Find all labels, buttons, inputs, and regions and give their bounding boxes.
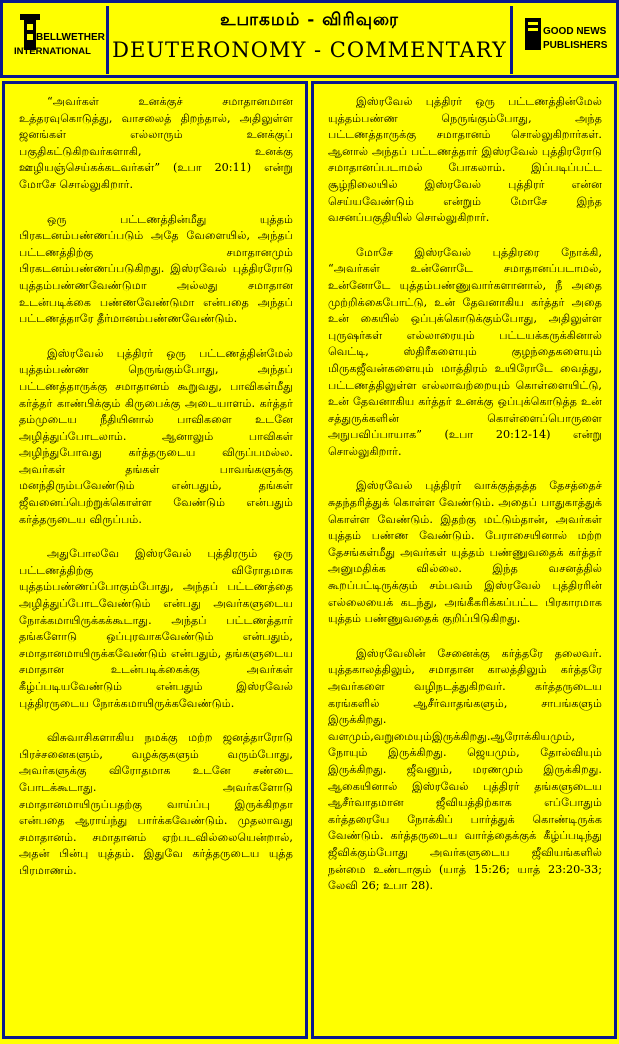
left-paragraph-1: “அவர்கள் உனக்குச் சமாதானமான உத்தரவுகொடுத்து, வாசலைத் திறந்தால், அதிலுள்ள ஜனங்கள் எல்லாரும் உனக்குப் பகுதிகட்டுகிறவர்களாகி, உனக்கு ஊழியஞ்செய்கக்கடவர்கள்” (உபா 20:11) என்று மோசே சொல்லுகிறார். — [19, 95, 293, 191]
header — [0, 0, 619, 78]
book-icon — [523, 14, 545, 54]
left-paragraph-2: ஒரு பட்டணத்தின்மீது யுத்தம் பிரகடனம்பண்ணப்படும் அதே வேளையில், அந்தப் பட்டணத்திற்கு சமாதானமும் பிரகடனம்பண்ணப்படுகிறது. இஸ்ரவேல் புத்திரரோடு யுத்தம்பண்ணவேண்டுமா அல்லது சமாதான உடன்படிக்கை பண்ணவேண்டுமா என்பதை அந்தப் பட்டணத்தாரே தீர்மானம்பண்ணவேண்டும். — [19, 212, 293, 326]
left-paragraph-4: அதுபோலவே இஸ்ரவேல் புத்திரரும் ஒரு பட்டணத்திற்கு விரோதமாக யுத்தம்பண்ணப்போகும்போது, அந்தப் பட்டணத்தை அழித்துப்போடவேண்டும் என்பது அவர்களுடைய நோக்கமாயிருக்கக்கூடாது. அந்தப் பட்டணத்தார் தங்களோடு ஒப்புரவாகவேண்டும் என்பதும், சமாதானமாயிருக்கவேண்டும் என்பதும், தங்களுடைய சமாதான உடன்படிக்கைக்கு அவர்கள் கீழ்ப்படியவேண்டும் என்பதும் இஸ்ரவேல் புத்திரருடைய நோக்கமாயிருக்கவேண்டும். — [19, 547, 293, 710]
right-paragraph-2: மோசே இஸ்ரவேல் புத்திரரை நோக்கி, “அவர்கள் உன்னோடே சமாதானப்படாமல், உன்னோடே யுத்தம்பண்ணுவார்களானால், நீ அதை முற்றிக்கைபோட்டு, உன் தேவனாகிய கர்த்தர் அதை உன் கையில் ஒப்புக்கொடுக்கும்போது, அதிலுள்ள புருஷர்கள் எல்லாரையும் பட்டயக்கருக்கினால் வெட்டி, ஸ்திரீகளையும் குழந்தைகளையும் மிருகஜீவன்களையும் மாத்திரம் உயிரோடே வைத்து, பட்டணத்திலுள்ள எல்லாவற்றையும் கொள்ளையிட்டு, உன் தேவனாகிய கர்த்தர் உனக்கு ஒப்புக்கொடுத்த உன் சத்துருக்களின் கொள்ளைப்பொருளை அநுபவிப்பாயாக” (உபா 20:12-14) என்று சொல்லுகிறார். — [328, 245, 602, 458]
title-area — [111, 6, 508, 74]
good-news-logo-line2: PUBLISHERS — [543, 40, 608, 51]
good-news-publishers-logo — [510, 6, 613, 74]
good-news-logo-line1: GOOD NEWS — [543, 26, 607, 37]
right-paragraph-3: இஸ்ரவேல் புத்திரர் வாக்குத்தத்த தேசத்தைச் சுதந்தரித்துக் கொள்ள வேண்டும். அதைப் பாதுகாத்துக் கொள்ள வேண்டும். இதற்கு மட்டும்தான், அவர்கள் யுத்தம் பண்ண வேண்டும். பேராசையினால் மற்ற தேசங்கள்மீது அவர்கள் யுத்தம் பண்ணுவதைக் கர்த்தர் அனுமதிக்க வில்லை. இந்த வசனத்தில் கூறப்பட்டிருக்கும் சம்பவம் இஸ்ரவேல் புத்திரரின் எல்லையைக் கடந்து, அங்கீகரிக்கப்பட்ட பிரகாரமாக யுத்தம் பண்ணுவதைக் குறிப்பிடுகிறது. — [328, 479, 602, 626]
title-tamil: உபாகமம் - விரிவுரை — [220, 10, 399, 30]
right-column — [311, 81, 617, 1039]
left-paragraph-3: இஸ்ரவேல் புத்திரர் ஒரு பட்டணத்தின்மேல் யுத்தம்பண்ண நெருங்கும்போது, அந்தப் பட்டணத்தாருக்கு சமாதானம் கூறுவது, பாவிகள்மீது கர்த்தர் காண்பிக்கும் கிருபைக்கு அடையாளம். கர்த்தர் தம்முடைய நீதியினால் பாவிகளை உடனே அழித்துப்போடலாம். ஆனாலும் பாவிகள் அழிந்துபோவது கர்த்தருடைய விருப்பமல்ல. அவர்கள் தங்கள் பாவங்களுக்கு மனந்திரும்பவேண்டும் என்பதும், தங்கள் ஜீவனைப்பெற்றுக்கொள்ள வேண்டும் என்பதும் கர்த்தருடைய விருப்பம். — [19, 346, 293, 526]
title-english: DEUTERONOMY - COMMENTARY — [112, 38, 507, 62]
left-paragraph-5: விசுவாசிகளாகிய நமக்கு மற்ற ஜனத்தாரோடு பிரச்சனைகளும், வழக்குகளும் வரும்போது, அவர்களுக்கு விரோதமாக உடனே சண்டை போடக்கூடாது. அவர்களோடு சமாதானமாயிருப்பதற்கு வாய்ப்பு இருக்கிறதா என்பதை ஆராய்ந்து பார்க்கவேண்டும். முதலாவது சமாதானம். சமாதானம் ஏற்படவில்லையென்றால், அதன் பின்பு யுத்தம். இதுவே கர்த்தருடைய யுத்த பிரமாணம். — [19, 731, 293, 877]
left-column — [2, 81, 308, 1039]
bellwether-logo-line2: INTERNATIONAL — [14, 46, 91, 57]
bellwether-logo-line1: BELLWETHER — [36, 32, 105, 43]
right-paragraph-4: இஸ்ரவேலின் சேனைக்கு கர்த்தரே தலைவர். யுத்தகாலத்திலும், சமாதான காலத்திலும் கர்த்தரே அவர்களை வழிநடத்துகிறவர். கர்த்தருடைய கரங்களில் ஆசீர்வாதங்களும், சாபங்களும் இருக்கிறது. வளமும்,வறுமையும்இருக்கிறது.ஆரோக்கியமும், நோயும் இருக்கிறது. ஜெயமும், தோல்வியும் இருக்கிறது. ஜீவனும், மரணமும் இருக்கிறது. ஆகையினால் இஸ்ரவேல் புத்திரர் தங்களுடைய ஆசீர்வாதமான ஜீவியத்திற்காக எப்போதும் கர்த்தரையே நோக்கிப் பார்த்துக் கொண்டிருக்க வேண்டும். கர்த்தருடைய வார்த்தைக்குக் கீழ்ப்படிந்து ஜீவிக்கும்போது அவர்களுடைய ஜீவியங்களில் நன்மை உண்டாகும் (யாத் 15:26; யாத் 23:20-33; லேவி 26; உபா 28). — [328, 646, 602, 893]
right-paragraph-1: இஸ்ரவேல் புத்திரர் ஒரு பட்டணத்தின்மேல் யுத்தம்பண்ண நெருங்கும்போது, அந்த பட்டணத்தாருக்கு சமாதானம் சொல்லுகிறார்கள். ஆனால் அந்தப் பட்டணத்தார் இஸ்ரவேல் புத்திரரோடு சமாதானப்படாமல் போகலாம். இப்படிப்பட்ட சூழ்நிலையில் இஸ்ரவேல் புத்திரர் என்ன செய்யவேண்டும் என்றும் மோசே இந்த வசனப்பகுதியில் சொல்லுகிறார். — [328, 95, 602, 225]
bellwether-logo — [6, 6, 109, 74]
